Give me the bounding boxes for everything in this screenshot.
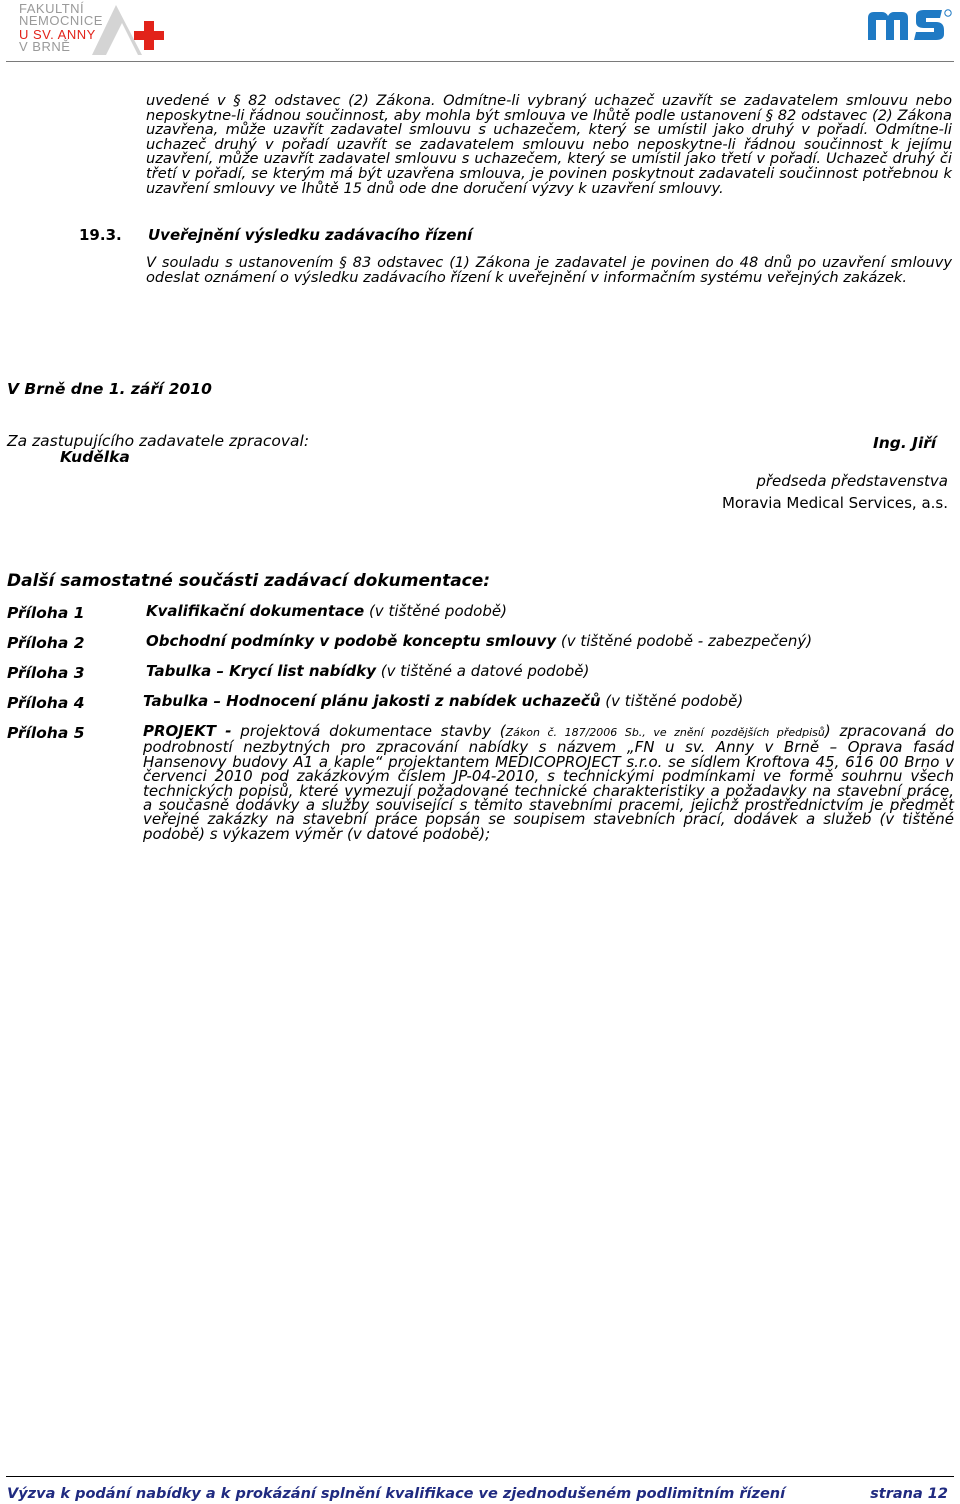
attachment-1-title: Kvalifikační dokumentace: [146, 602, 365, 620]
header-divider: [6, 61, 954, 62]
signature-prefix: Za zastupujícího zadavatele zpracoval:: [7, 432, 310, 450]
attachment-3-text: [146, 664, 954, 678]
signature-organization: Moravia Medical Services, a.s.: [721, 494, 948, 512]
ms-logo-graphic: [864, 6, 952, 44]
footer-document-title: Výzva k podání nabídky a k prokázání splnění kvalifikace ve zjednodušeném podlimitním řízení: [7, 1486, 786, 1502]
attachment-4-title: Tabulka – Hodnocení plánu jakosti z nabídek uchazečů: [143, 692, 601, 710]
attachment-3-label: Příloha 3: [7, 664, 85, 682]
paragraph-publication: [146, 256, 952, 285]
attachment-4-label: Příloha 4: [7, 694, 85, 712]
signature-role: předseda představenstva: [756, 472, 948, 490]
attachment-2-label: Příloha 2: [7, 634, 85, 652]
attachment-5-title: PROJEKT -: [143, 722, 232, 740]
signature-block: [7, 434, 309, 465]
attachment-5-law-ref: Zákon č. 187/2006 Sb., ve znění pozdějších předpisů: [505, 726, 825, 739]
attachment-5-part-b: ) zpracovaná do podrobností nezbytných pro zpracování nabídky s názvem „FN u sv. Anny v Brně – Oprava fasád Hansenovy budovy A1 a kaple“ projektantem MEDICOPROJECT s.r.o. se sídlem Kroftova 45, 616 00 Brno v červenci 2010 pod zakázkovým číslem JP-04-2010, s technickými podmínkami ve formě souhrnu všech technických popisů, které vymezují požadované technické charakteristiky a požadavky na stavební práce, a současně dodávky a služby související s těmito stavebními pracemi, jejichž prostřednictvím je předmět veřejné zakázky na stavební práce popsán se soupisem stavebních prací, dodávek a služeb (v tištěné podobě) s výkazem výměr (v datové podobě);: [143, 722, 954, 843]
hospital-logo-line-3: U SV. ANNY: [19, 27, 96, 42]
attachment-5-text: [143, 724, 954, 841]
hospital-logo-line-1: FAKULTNÍ: [19, 1, 85, 16]
hospital-logo: [8, 3, 168, 57]
attachment-1-label: Příloha 1: [7, 604, 85, 622]
attachment-5-label: Příloha 5: [7, 724, 85, 742]
signature-first-name: Ing. Jiří: [873, 434, 937, 452]
footer-divider: [6, 1476, 954, 1477]
section-title: Uveřejnění výsledku zadávacího řízení: [148, 226, 473, 244]
attachment-2-text: [146, 634, 954, 648]
attachment-4-note: (v tištěné podobě): [600, 692, 744, 710]
section-number: 19.3.: [79, 226, 122, 244]
date-line: V Brně dne 1. září 2010: [7, 380, 212, 398]
hospital-logo-line-2: NEMOCNICE: [19, 13, 103, 28]
attachments-title: Další samostatné součásti zadávací dokumentace:: [7, 571, 491, 591]
paragraph-contract-award: [146, 94, 952, 196]
attachment-1-text: [146, 604, 954, 618]
paragraph-contract-award-text: uvedené v § 82 odstavec (2) Zákona. Odmítne-li vybraný uchazeč uzavřít se zadavatelem smlouvu nebo neposkytne-li řádnou součinnost, aby mohla být smlouva ve lhůtě podle ustanovení § 82 odstavec (2) Zákona uzavřena, může uzavřít zadavatel smlouvu s uchazečem, který se umístil jako druhý v pořadí. Odmítne-li uchazeč druhý v pořadí uzavřít se zadavatelem smlouvu nebo neposkytne-li řádnou součinnost k jejímu uzavření, může uzavřít zadavatel smlouvu s uchazečem, který se umístil jako třetí v pořadí. Uchazeč druhý či třetí v pořadí, se kterým má být uzavřena smlouva, je povinen poskytnout zadavateli součinnost potřebnou k uzavření smlouvy ve lhůtě 15 dnů ode dne doručení výzvy k uzavření smlouvy.: [146, 92, 952, 197]
signature-last-name: Kudělka: [60, 447, 130, 466]
attachment-5-part-a: projektová dokumentace stavby (: [231, 722, 506, 740]
attachment-1-note: (v tištěné podobě): [364, 602, 507, 620]
footer-page-number: strana 12: [870, 1486, 948, 1502]
attachment-2-title: Obchodní podmínky v podobě konceptu smlouvy: [146, 632, 557, 650]
hospital-logo-line-4: V BRNĚ: [19, 39, 71, 54]
attachment-4-text: [143, 694, 951, 708]
attachment-3-note: (v tištěné a datové podobě): [376, 662, 590, 680]
attachment-3-title: Tabulka – Krycí list nabídky: [146, 662, 377, 680]
attachment-2-note: (v tištěné podobě - zabezpečený): [556, 632, 813, 650]
paragraph-publication-text: V souladu s ustanovením § 83 odstavec (1) Zákona je zadavatel je povinen do 48 dnů po uzavření smlouvy odeslat oznámení o výsledku zadávacího řízení k uveřejnění v informačním systému veřejných zakázek.: [146, 254, 952, 286]
ms-logo: [864, 6, 952, 44]
